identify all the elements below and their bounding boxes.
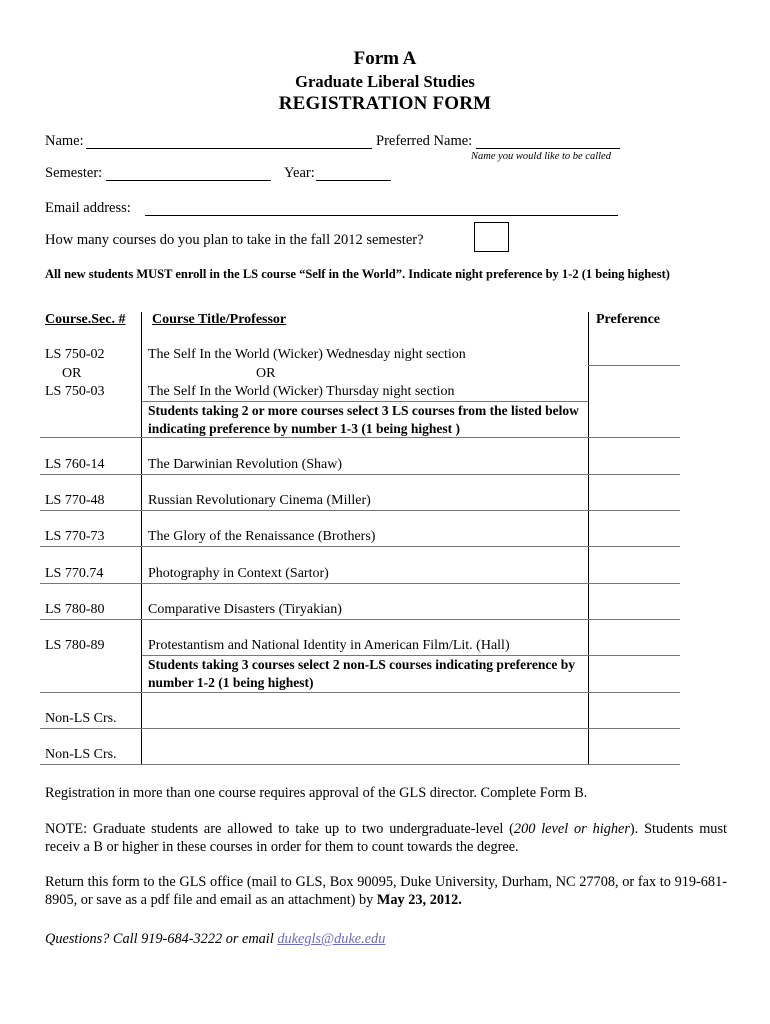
page-title: REGISTRATION FORM (278, 93, 492, 114)
column-header-course: Course.Sec. # (45, 312, 126, 327)
course-title: The Glory of the Renaissance (Brothers) (148, 529, 376, 544)
or-label: OR (256, 366, 276, 381)
row-line (40, 692, 680, 693)
preference-line-wed[interactable] (588, 365, 680, 366)
approval-note: Registration in more than one course requires approval of the GLS director. Complete Form B. (45, 785, 588, 801)
course-code: LS 770-48 (45, 493, 105, 508)
undergrad-note: NOTE: Graduate students are allowed to take up to two undergraduate-level (200 level or higher). Students must receiv a B or higher in these courses in order for them to count towards the degree. (45, 821, 727, 855)
name-label: Name: (45, 133, 84, 149)
courses-count-box[interactable] (474, 222, 509, 252)
email-link[interactable]: dukegls@duke.edu (277, 931, 386, 947)
preference-line[interactable] (40, 474, 680, 475)
course-title: Photography in Context (Sartor) (148, 566, 329, 581)
row-line (40, 437, 680, 438)
course-title: Comparative Disasters (Tiryakian) (148, 602, 342, 617)
course-code-ls750-03: LS 750-03 (45, 384, 105, 399)
table-divider-right (588, 312, 589, 764)
or-label: OR (62, 366, 82, 381)
course-title: Russian Revolutionary Cinema (Miller) (148, 493, 371, 508)
semester-label: Semester: (45, 165, 103, 181)
nonls-course-line[interactable] (40, 764, 680, 765)
deadline: May 23, 2012. (376, 892, 462, 908)
course-code: LS 760-14 (45, 457, 105, 472)
course-code: LS 770.74 (45, 566, 104, 581)
preference-line[interactable] (40, 546, 680, 547)
preferred-name-field[interactable] (476, 148, 620, 149)
course-code: LS 770-73 (45, 529, 105, 544)
instruction-ls-selection: Students taking 2 or more courses select 3 LS courses from the listed below indicating preference by number 1-3 (1 being highest ) (148, 403, 579, 436)
course-code: LS 780-80 (45, 602, 105, 617)
questions-contact: Questions? Call 919-684-3222 or email dukegls@duke.edu (45, 931, 386, 947)
preference-line[interactable] (40, 583, 680, 584)
courses-question: How many courses do you plan to take in the fall 2012 semester? (45, 232, 424, 248)
preferred-name-label: Preferred Name: (376, 133, 473, 149)
course-title-self-wed: The Self In the World (Wicker) Wednesday night section (148, 347, 466, 362)
year-label: Year: (284, 165, 315, 181)
table-divider-left (141, 312, 142, 764)
nonls-course-label: Non-LS Crs. (45, 747, 117, 762)
year-field[interactable] (316, 180, 391, 181)
course-title: Protestantism and National Identity in American Film/Lit. (Hall) (148, 638, 510, 653)
ls-requirement-notice: All new students MUST enroll in the LS course “Self in the World”. Indicate night preference by 1-2 (1 being highest) (45, 267, 670, 281)
column-header-title: Course Title/Professor (152, 312, 287, 327)
program-name: Graduate Liberal Studies (295, 72, 475, 91)
instruction-nonls-selection: Students taking 3 courses select 2 non-LS courses indicating preference by number 1-2 (1 being highest) (148, 657, 576, 690)
preference-line[interactable] (40, 510, 680, 511)
email-label: Email address: (45, 200, 131, 216)
column-header-preference: Preference (596, 312, 660, 327)
course-code: LS 780-89 (45, 638, 105, 653)
semester-field[interactable] (106, 180, 271, 181)
form-label: Form A (353, 48, 417, 69)
nonls-course-line[interactable] (40, 728, 680, 729)
course-title-self-thu: The Self In the World (Wicker) Thursday night section (148, 384, 455, 399)
name-field[interactable] (86, 148, 372, 149)
course-code-ls750-02: LS 750-02 (45, 347, 105, 362)
preferred-name-hint: Name you would like to be called (471, 151, 611, 162)
preference-line[interactable] (40, 619, 680, 620)
return-instructions: Return this form to the GLS office (mail to GLS, Box 90095, Duke University, Durham, NC 27708, or fax to 919-681-8905, or save as a pdf file and email as an attachment) by May 23, 2012. (45, 874, 727, 908)
nonls-course-label: Non-LS Crs. (45, 711, 117, 726)
email-field[interactable] (145, 215, 618, 216)
course-title: The Darwinian Revolution (Shaw) (148, 457, 343, 472)
